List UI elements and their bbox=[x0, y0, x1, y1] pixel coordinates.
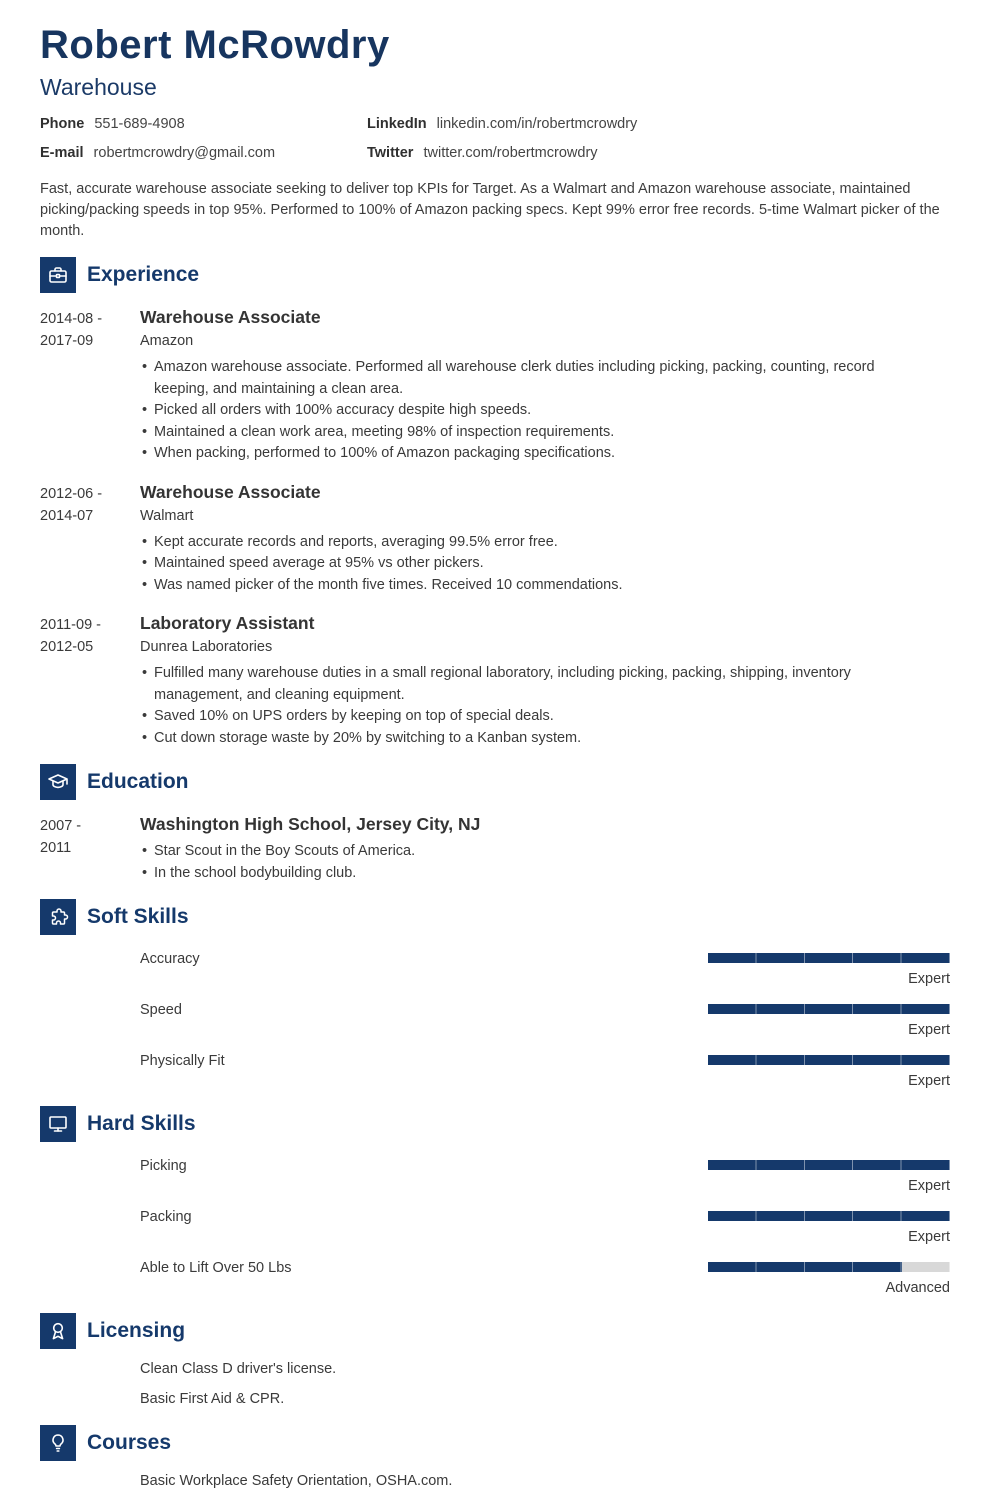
entry-dates bbox=[40, 611, 140, 749]
experience-entry bbox=[40, 480, 950, 597]
section-header-experience bbox=[40, 257, 950, 293]
bullet-item: • Amazon warehouse associate. Performed all warehouse clerk duties including picking, packing, counting, record keeping, and maintaining a clean area. bbox=[140, 357, 916, 400]
bullet-item: • When packing, performed to 100% of Amazon packaging specifications. bbox=[140, 443, 916, 465]
entry-title: Warehouse Associate bbox=[140, 481, 321, 502]
section-title-licensing: Licensing bbox=[87, 1319, 186, 1342]
phone-label: Phone bbox=[40, 116, 85, 132]
skill-row bbox=[40, 1258, 950, 1298]
skill-meter bbox=[708, 1258, 950, 1298]
skill-meter bbox=[708, 1000, 950, 1040]
contact-twitter bbox=[367, 145, 950, 166]
section-header-soft-skills bbox=[40, 899, 950, 935]
skill-name: Physically Fit bbox=[140, 1053, 225, 1069]
entry-body bbox=[140, 611, 950, 749]
skill-bar-track bbox=[708, 953, 950, 963]
entry-title: Washington High School, Jersey City, NJ bbox=[140, 814, 481, 834]
skill-row bbox=[40, 1051, 950, 1091]
bullet-item: • Maintained a clean work area, meeting 98% of inspection requirements. bbox=[140, 422, 916, 444]
skill-bar-track bbox=[708, 1055, 950, 1065]
award-ribbon-icon bbox=[40, 1313, 76, 1349]
section-title-soft-skills: Soft Skills bbox=[87, 905, 189, 928]
professional-summary: Fast, accurate warehouse associate seeking to deliver top KPIs for Target. As a Walmart and Amazon warehouse associate, maintained picking/packing speeds in top 95%. Performed to 100% of Amazon packing specs. Kept 99% error free records. 5-time Walmart picker of the month. bbox=[40, 181, 940, 239]
briefcase-icon bbox=[40, 257, 76, 293]
section-title-experience: Experience bbox=[87, 263, 200, 286]
date-to: 2011 bbox=[40, 840, 72, 856]
course-item: Basic Workplace Safety Orientation, OSHA.com. bbox=[140, 1473, 453, 1489]
skill-row bbox=[40, 1207, 950, 1247]
skill-row bbox=[40, 949, 950, 989]
date-from: 2012-06 - bbox=[40, 485, 103, 502]
entry-title: Warehouse Associate bbox=[140, 307, 321, 327]
phone-value: 551-689-4908 bbox=[94, 116, 185, 132]
date-from: 2007 - bbox=[40, 818, 82, 834]
skill-row bbox=[40, 1000, 950, 1040]
contact-phone bbox=[40, 116, 367, 137]
skill-bar-ticks bbox=[708, 1262, 950, 1272]
skill-level-label: Expert bbox=[908, 1229, 950, 1245]
skill-bar-track bbox=[708, 1262, 950, 1272]
bullet-item: • Maintained speed average at 95% vs other pickers. bbox=[140, 553, 916, 575]
entry-title: Laboratory Assistant bbox=[140, 613, 315, 633]
skill-level-label: Expert bbox=[908, 1178, 950, 1194]
experience-entries bbox=[40, 305, 950, 749]
skill-level-label: Expert bbox=[908, 971, 950, 987]
experience-entry bbox=[40, 305, 950, 465]
puzzle-piece-icon bbox=[40, 899, 76, 935]
bullet-item: • Was named picker of the month five times. Received 10 commendations. bbox=[140, 575, 916, 597]
entry-organization: Dunrea Laboratories bbox=[140, 639, 273, 655]
resume-page bbox=[0, 22, 990, 1489]
skill-level-label: Advanced bbox=[885, 1280, 950, 1296]
date-to: 2012-05 bbox=[40, 639, 94, 655]
skill-bar-ticks bbox=[708, 1004, 950, 1014]
entry-bullets bbox=[140, 357, 950, 465]
courses-items bbox=[40, 1471, 950, 1492]
education-entry bbox=[40, 812, 950, 884]
bullet-item: • Fulfilled many warehouse duties in a small regional laboratory, including picking, packing, shipping, inventory management, and cleaning equipment. bbox=[140, 663, 916, 706]
skill-meter bbox=[708, 1051, 950, 1091]
entry-organization: Amazon bbox=[140, 333, 194, 349]
graduation-cap-icon bbox=[40, 764, 76, 800]
monitor-icon bbox=[40, 1106, 76, 1142]
contact-email bbox=[40, 145, 367, 166]
skill-name: Packing bbox=[140, 1209, 192, 1225]
section-title-hard-skills: Hard Skills bbox=[87, 1112, 196, 1135]
skill-level-label: Expert bbox=[908, 1073, 950, 1089]
licensing-item: Clean Class D driver's license. bbox=[140, 1361, 337, 1377]
entry-dates bbox=[40, 812, 140, 884]
entry-dates bbox=[40, 305, 140, 465]
licensing-items bbox=[40, 1359, 950, 1410]
section-title-courses: Courses bbox=[87, 1431, 172, 1454]
candidate-name: Robert McRowdry bbox=[40, 23, 390, 67]
skill-name: Able to Lift Over 50 Lbs bbox=[140, 1260, 292, 1276]
skill-name: Speed bbox=[140, 1002, 182, 1018]
bullet-item: • Saved 10% on UPS orders by keeping on top of special deals. bbox=[140, 706, 916, 728]
twitter-label: Twitter bbox=[367, 145, 414, 161]
skill-meter bbox=[708, 1156, 950, 1196]
skill-level-label: Expert bbox=[908, 1022, 950, 1038]
experience-entry bbox=[40, 611, 950, 749]
skill-meter bbox=[708, 1207, 950, 1247]
entry-bullets bbox=[140, 532, 950, 597]
skill-bar-ticks bbox=[708, 1160, 950, 1170]
skill-name: Accuracy bbox=[140, 951, 200, 967]
skill-meter bbox=[708, 949, 950, 989]
contact-linkedin bbox=[367, 116, 950, 137]
bullet-item: • Picked all orders with 100% accuracy despite high speeds. bbox=[140, 400, 916, 422]
email-value: robertmcrowdry@gmail.com bbox=[93, 145, 276, 161]
education-entries bbox=[40, 812, 950, 884]
skill-bar-ticks bbox=[708, 953, 950, 963]
skill-bar-track bbox=[708, 1004, 950, 1014]
entry-body bbox=[140, 480, 950, 597]
date-to: 2017-09 bbox=[40, 333, 94, 349]
entry-bullets bbox=[140, 663, 950, 749]
section-title-education: Education bbox=[87, 770, 189, 793]
job-title-subtitle: Warehouse bbox=[40, 74, 157, 100]
section-header-hard-skills bbox=[40, 1106, 950, 1142]
linkedin-label: LinkedIn bbox=[367, 116, 427, 132]
bullet-item: • In the school bodybuilding club. bbox=[140, 863, 916, 885]
twitter-value: twitter.com/robertmcrowdry bbox=[423, 145, 598, 161]
contact-info bbox=[40, 116, 950, 166]
skill-bar-track bbox=[708, 1211, 950, 1221]
entry-dates bbox=[40, 480, 140, 597]
skill-name: Picking bbox=[140, 1158, 187, 1174]
bullet-item: • Kept accurate records and reports, averaging 99.5% error free. bbox=[140, 532, 916, 554]
email-label: E-mail bbox=[40, 145, 84, 161]
lightbulb-icon bbox=[40, 1425, 76, 1461]
section-header-courses bbox=[40, 1425, 950, 1461]
entry-bullets bbox=[140, 841, 950, 884]
soft-skills-list bbox=[40, 949, 950, 1091]
linkedin-value: linkedin.com/in/robertmcrowdry bbox=[436, 116, 638, 132]
licensing-item: Basic First Aid & CPR. bbox=[140, 1391, 285, 1407]
date-from: 2011-09 - bbox=[40, 617, 101, 633]
skill-bar-track bbox=[708, 1160, 950, 1170]
date-to: 2014-07 bbox=[40, 507, 94, 524]
bullet-item: • Cut down storage waste by 20% by switching to a Kanban system. bbox=[140, 728, 916, 750]
bullet-item: • Star Scout in the Boy Scouts of America. bbox=[140, 841, 916, 863]
section-header-education bbox=[40, 764, 950, 800]
skill-bar-ticks bbox=[708, 1211, 950, 1221]
skill-bar-ticks bbox=[708, 1055, 950, 1065]
skill-row bbox=[40, 1156, 950, 1196]
date-from: 2014-08 - bbox=[40, 311, 103, 327]
entry-body bbox=[140, 305, 950, 465]
entry-organization: Walmart bbox=[140, 507, 194, 524]
entry-body bbox=[140, 812, 950, 884]
hard-skills-list bbox=[40, 1156, 950, 1298]
section-header-licensing bbox=[40, 1313, 950, 1349]
